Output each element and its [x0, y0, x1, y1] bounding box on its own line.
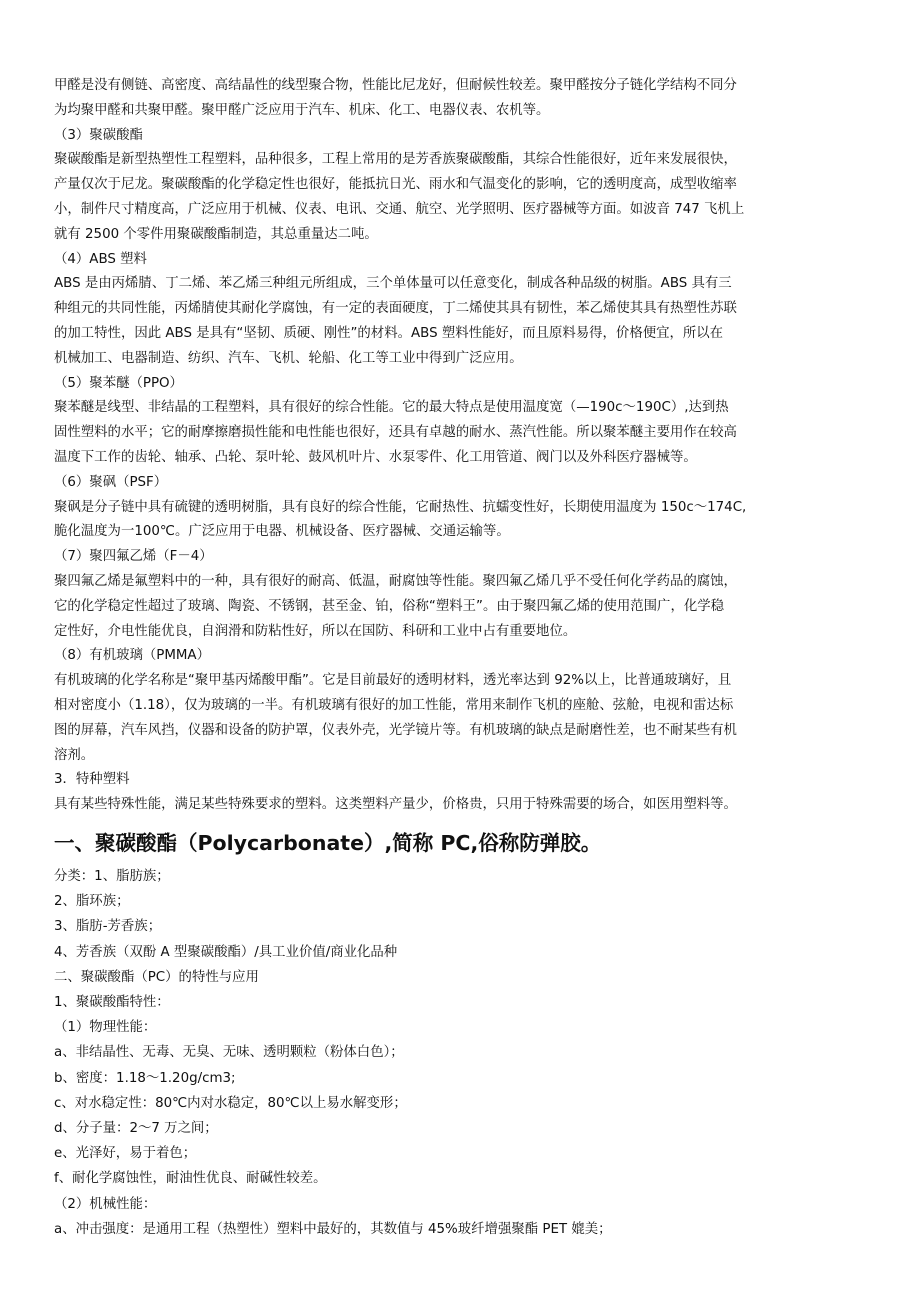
- list-item: f、耐化学腐蚀性，耐油性优良、耐碱性较差。: [54, 1171, 327, 1187]
- text-line: 的加工特性，因此 ABS 是具有“坚韧、质硬、刚性”的材料。ABS 塑料性能好，而且原料易得，价格便宜，所以在: [54, 325, 724, 341]
- text-line: 它的化学稳定性超过了玻璃、陶瓷、不锈钢，甚至金、铂，俗称“塑料王”。由于聚四氟乙烯的使用范围广，化学稳: [54, 598, 725, 614]
- text-line: 聚苯醚是线型、非结晶的工程塑料，具有很好的综合性能。它的最大特点是使用温度宽（—190c～190C）,达到热: [54, 400, 729, 416]
- text-line: 聚砜是分子链中具有硫键的透明树脂，具有良好的综合性能，它耐热性、抗蠕变性好，长期使用温度为 150c～174C,: [54, 499, 747, 515]
- list-item: 3、脂肪-芳香族；: [54, 919, 162, 935]
- section-heading: 二、聚碳酸酯（PC）的特性与应用: [54, 969, 259, 985]
- section-heading: （6）聚砜（PSF）: [54, 474, 168, 490]
- list-item: e、光泽好，易于着色；: [54, 1146, 197, 1162]
- text-line: 脆化温度为一100℃。广泛应用于电器、机械设备、医疗器械、交通运输等。: [54, 524, 510, 540]
- section-heading: （5）聚苯醚（PPO）: [54, 375, 183, 391]
- section-heading: （4）ABS 塑料: [54, 251, 147, 267]
- text-line: 图的屏幕，汽车风挡，仪器和设备的防护罩，仪表外壳，光学镜片等。有机玻璃的缺点是耐磨性差，也不耐某些有机: [54, 722, 737, 738]
- text-line: 小，制件尺寸精度高，广泛应用于机械、仪表、电讯、交通、航空、光学照明、医疗器械等方面。如波音 747 飞机上: [54, 201, 745, 217]
- list-item: 分类：1、脂肪族；: [54, 868, 170, 884]
- section-heading: （8）有机玻璃（PMMA）: [54, 648, 210, 664]
- list-item: b、密度：1.18～1.20g/cm3;: [54, 1070, 236, 1086]
- document-page: [54, 74, 866, 1242]
- text-line: 有机玻璃的化学名称是“聚甲基丙烯酸甲酯”。它是目前最好的透明材料，透光率达到 92%以上，比普通玻璃好，且: [54, 673, 732, 689]
- text-line: 固性塑料的水平；它的耐摩擦磨损性能和电性能也很好，还具有卓越的耐水、蒸汽性能。所以聚苯醚主要用作在较高: [54, 425, 737, 441]
- section-heading: 3．特种塑料: [54, 772, 130, 788]
- lower-text-block: [54, 864, 866, 1242]
- text-line: 机械加工、电器制造、纺织、汽车、飞机、轮船、化工等工业中得到广泛应用。: [54, 350, 523, 366]
- section-heading: （2）机械性能：: [54, 1196, 157, 1212]
- text-line: ABS 是由丙烯腈、丁二烯、苯乙烯三种组元所组成，三个单体量可以任意变化，制成各种品级的树脂。ABS 具有三: [54, 276, 732, 292]
- list-item: 2、脂环族；: [54, 894, 130, 910]
- text-line: 甲醛是没有侧链、高密度、高结晶性的线型聚合物，性能比尼龙好，但耐候性较差。聚甲醛按分子链化学结构不同分: [54, 78, 737, 93]
- section-heading: （1）物理性能：: [54, 1020, 157, 1036]
- main-heading: 一、聚碳酸酯（Polycarbonate）,简称 PC,俗称防弹胶。: [54, 830, 602, 855]
- text-line: 具有某些特殊性能，满足某些特殊要求的塑料。这类塑料产量少，价格贵，只用于特殊需要的场合，如医用塑料等。: [54, 797, 737, 813]
- section-heading: （3）聚碳酸酯: [54, 127, 143, 143]
- text-line: 溶剂。: [54, 747, 95, 763]
- list-item: a、非结晶性、无毒、无臭、无味、透明颗粒（粉体白色）；: [54, 1045, 404, 1061]
- list-item: 4、芳香族（双酚 A 型聚碳酸酯）/具工业价值/商业化品种: [54, 944, 398, 960]
- text-line: 相对密度小（1.18），仅为玻璃的一半。有机玻璃有很好的加工性能，常用来制作飞机的座舱、弦舱，电视和雷达标: [54, 697, 734, 713]
- list-item: d、分子量：2～7 万之间；: [54, 1120, 218, 1136]
- text-line: 种组元的共同性能，丙烯腈使其耐化学腐蚀，有一定的表面硬度，丁二烯使其具有韧性，苯乙烯使其具有热塑性苏联: [54, 301, 737, 317]
- text-line: 为均聚甲醛和共聚甲醛。聚甲醛广泛应用于汽车、机床、化工、电器仪表、农机等。: [54, 102, 550, 118]
- list-item: a、冲击强度：是通用工程（热塑性）塑料中最好的，其数值与 45%玻纤增强聚酯 PET 媲美；: [54, 1221, 612, 1237]
- upper-text-block: [54, 74, 866, 818]
- section-heading: 1、聚碳酸酯特性：: [54, 994, 170, 1010]
- text-line: 产量仅次于尼龙。聚碳酸酯的化学稳定性也很好，能抵抗日光、雨水和气温变化的影响，它的透明度高，成型收缩率: [54, 177, 737, 193]
- text-line: 温度下工作的齿轮、轴承、凸轮、泵叶轮、鼓风机叶片、水泵零件、化工用管道、阀门以及外科医疗器械等。: [54, 449, 697, 465]
- section-heading: （7）聚四氟乙烯（F－4）: [54, 549, 213, 565]
- text-line: 定性好，介电性能优良，自润滑和防粘性好，所以在国防、科研和工业中占有重要地位。: [54, 623, 577, 639]
- list-item: c、对水稳定性：80℃内对水稳定，80℃以上易水解变形；: [54, 1095, 407, 1111]
- text-line: 聚碳酸酯是新型热塑性工程塑料，品种很多，工程上常用的是芳香族聚碳酸酯，其综合性能很好，近年来发展很快，: [54, 152, 737, 168]
- text-line: 聚四氟乙烯是氟塑料中的一种，具有很好的耐高、低温，耐腐蚀等性能。聚四氟乙烯几乎不受任何化学药品的腐蚀，: [54, 573, 737, 589]
- text-line: 就有 2500 个零件用聚碳酸酯制造，其总重量达二吨。: [54, 226, 378, 242]
